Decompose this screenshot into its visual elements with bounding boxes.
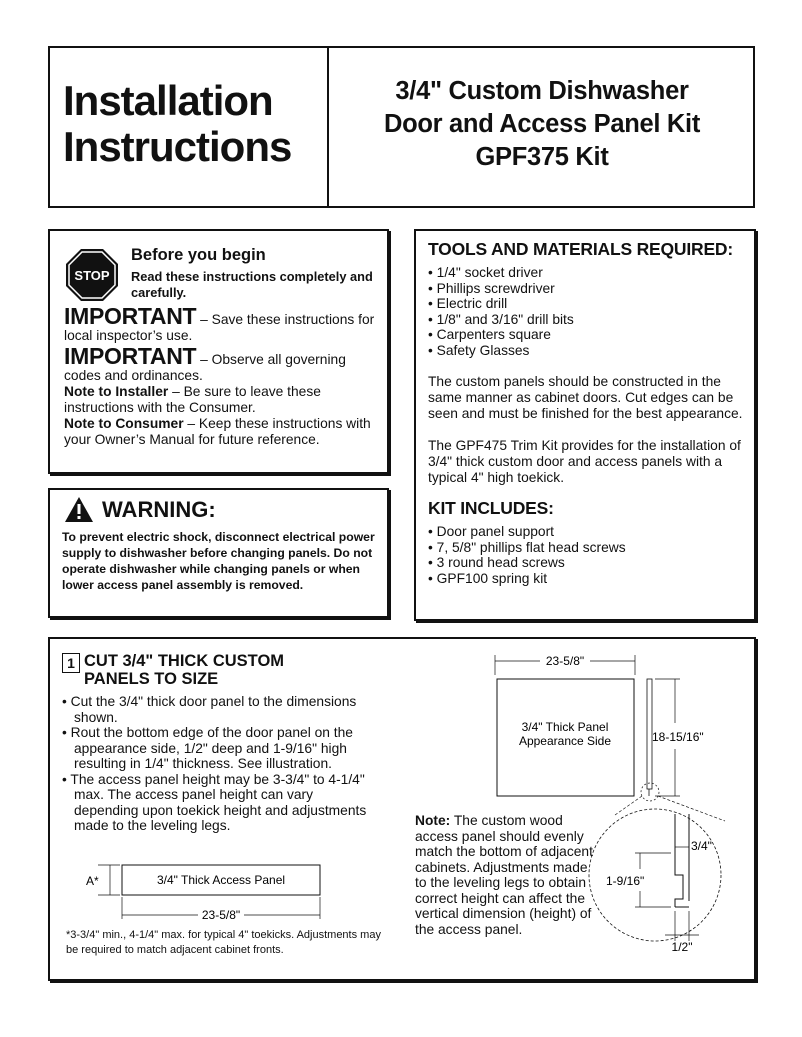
door-panel-width-label: 23-5/8" xyxy=(545,654,585,668)
list-item: • 1/8" and 3/16" drill bits xyxy=(428,312,744,328)
door-panel-diagram xyxy=(475,649,755,977)
list-item: • Door panel support xyxy=(428,524,744,540)
before-heading: Before you begin xyxy=(131,246,266,264)
document-subtitle: 3/4" Custom Dishwasher Door and Access Panel Kit GPF375 Kit xyxy=(383,77,701,171)
header-box xyxy=(48,46,755,208)
footnote: *3-3/4" min., 4-1/4" max. for typical 4" toekicks. Adjustments may be required to match adjacent cabinet fronts. xyxy=(66,929,381,956)
door-panel-label-2: Appearance Side xyxy=(518,734,612,748)
door-panel-label-1: 3/4" Thick Panel xyxy=(521,720,609,734)
important-2: IMPORTANT – Observe all governing codes and ordinances. xyxy=(64,343,346,383)
list-item: • Safety Glasses xyxy=(428,343,744,359)
tools-box xyxy=(414,229,756,621)
list-item: • 7, 5/8" phillips flat head screws xyxy=(428,540,744,556)
access-panel-diagram xyxy=(80,857,340,927)
stop-sign-text: STOP xyxy=(74,268,110,283)
kit-list xyxy=(428,524,744,586)
access-panel-note: Note: The custom wood access panel should evenly match the bottom of adjacent cabinets. Adjustments made to the leveling legs to obtain correct height can affect the vertical dimension (height) of the access panel. xyxy=(415,813,593,937)
tools-heading: TOOLS AND MATERIALS REQUIRED: xyxy=(428,239,733,259)
before-lead: Read these instructions completely and carefully. xyxy=(131,269,373,300)
warning-body: To prevent electric shock, disconnect electrical power supply to dishwasher before changing panels. Do not operate dishwasher while changing panels or when lower access panel assembly is removed. xyxy=(62,530,375,592)
list-item: • 1/4" socket driver xyxy=(428,265,744,281)
detail-thickness-label: 3/4" xyxy=(691,839,712,853)
warning-box xyxy=(48,488,389,618)
door-panel-height-label: 18-15/16" xyxy=(652,730,704,744)
list-item: • GPF100 spring kit xyxy=(428,571,744,587)
list-item: • Cut the 3/4" thick door panel to the dimensions shown. xyxy=(62,694,380,725)
note-to-consumer: Note to Consumer – Keep these instructions with your Owner’s Manual for future reference. xyxy=(64,416,371,447)
kit-heading: KIT INCLUDES: xyxy=(428,498,554,518)
access-panel-height-label: A* xyxy=(86,874,99,888)
list-item: • Electric drill xyxy=(428,296,744,312)
stop-sign-icon xyxy=(65,248,119,302)
before-you-begin-box xyxy=(48,229,389,474)
document-title: Installation Instructions xyxy=(63,77,292,170)
access-panel-label: 3/4" Thick Access Panel xyxy=(156,873,286,887)
list-item: • Rout the bottom edge of the door panel on the appearance side, 1/2" deep and 1-9/16" high resulting in 1/4" thickness. See illustration. xyxy=(62,725,380,772)
tools-list xyxy=(428,265,744,358)
step-number: 1 xyxy=(62,653,80,673)
list-item: • The access panel height may be 3-3/4" to 4-1/4" max. The access panel height can vary depending upon toekick height and adjustments made to the leveling legs. xyxy=(62,772,380,834)
detail-rout-depth-label: 1/2" xyxy=(671,940,693,954)
step-heading: CUT 3/4" THICK CUSTOM PANELS TO SIZE xyxy=(84,652,285,688)
warning-triangle-icon xyxy=(64,496,94,523)
cut-panels-section xyxy=(48,637,756,981)
list-item: • 3 round head screws xyxy=(428,555,744,571)
access-panel-width-label: 23-5/8" xyxy=(201,908,241,922)
tools-paragraph-1: The custom panels should be constructed in the same manner as cabinet doors. Cut edges can be seen and must be finished for the best appearance. xyxy=(428,374,743,421)
tools-paragraph-2: The GPF475 Trim Kit provides for the installation of 3/4" thick custom door and access panels with a typical 4" high toekick. xyxy=(428,438,741,485)
warning-heading: WARNING: xyxy=(64,496,377,523)
list-item: • Phillips screwdriver xyxy=(428,281,744,297)
detail-rout-height-label: 1-9/16" xyxy=(606,874,645,888)
note-to-installer: Note to Installer – Be sure to leave these instructions with the Consumer. xyxy=(64,384,321,415)
cut-instructions xyxy=(62,694,380,834)
list-item: • Carpenters square xyxy=(428,327,744,343)
important-1: IMPORTANT – Save these instructions for local inspector’s use. xyxy=(64,303,375,343)
